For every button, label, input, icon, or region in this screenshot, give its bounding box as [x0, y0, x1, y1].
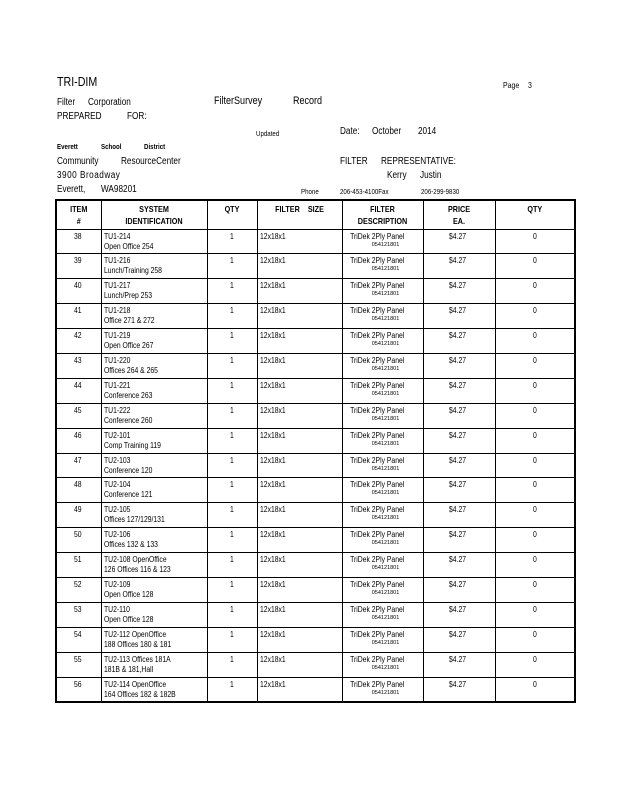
filter-size-cell: 12x18x1: [257, 329, 342, 354]
table-row: [56, 453, 575, 478]
col-header-qty-2: QTY: [501, 200, 569, 229]
col-header-filter-size: FILTER SIZE: [263, 200, 335, 229]
qty-2-cell: 0: [495, 553, 575, 578]
system-location: 126 Offices 116 & 123: [103, 565, 171, 575]
price-cell: $4.27: [423, 403, 495, 428]
system-identification: [101, 329, 207, 354]
item-number: 54: [56, 627, 101, 652]
system-id: TU2-112 OpenOffice: [103, 629, 166, 639]
system-location: Conference 120: [103, 465, 152, 475]
item-number: 49: [56, 503, 101, 528]
system-identification: [101, 254, 207, 279]
system-location: Offices 264 & 265: [103, 365, 158, 375]
system-identification: [101, 553, 207, 578]
qty-cell: 1: [207, 503, 257, 528]
part-number: 054121801: [371, 291, 400, 298]
qty-cell: 1: [207, 652, 257, 677]
filter-description-cell: [342, 279, 423, 304]
qty-cell: 1: [207, 403, 257, 428]
filter-description-cell: [342, 329, 423, 354]
item-number: 43: [56, 353, 101, 378]
filter-size-cell: 12x18x1: [257, 677, 342, 702]
filter-size-cell: 12x18x1: [257, 553, 342, 578]
system-location: Offices 127/129/131: [103, 515, 165, 525]
price-cell: $4.27: [423, 229, 495, 254]
filter-size-cell: 12x18x1: [257, 627, 342, 652]
item-number: 55: [56, 652, 101, 677]
qty-2-cell: 0: [495, 577, 575, 602]
prepared-label: PREPARED: [57, 111, 102, 122]
filter-size-cell: 12x18x1: [257, 503, 342, 528]
filter-description-cell: [342, 677, 423, 702]
filter-description: TriDek 2Ply Panel: [349, 231, 404, 241]
item-number: 56: [56, 677, 101, 702]
filter-description: TriDek 2Ply Panel: [349, 555, 404, 565]
item-number: 50: [56, 528, 101, 553]
filter-description: TriDek 2Ply Panel: [349, 629, 404, 639]
qty-cell: 1: [207, 478, 257, 503]
item-number: 39: [56, 254, 101, 279]
system-identification: [101, 478, 207, 503]
item-number: 42: [56, 329, 101, 354]
qty-2-cell: 0: [495, 403, 575, 428]
filter-description-cell: [342, 229, 423, 254]
qty-2-cell: 0: [495, 254, 575, 279]
filter-description-cell: [342, 353, 423, 378]
system-identification: [101, 378, 207, 403]
system-location: Open Office 254: [103, 241, 153, 251]
price-cell: $4.27: [423, 528, 495, 553]
table-row: [56, 403, 575, 428]
table-row: [56, 652, 575, 677]
part-number: 054121801: [371, 241, 400, 248]
system-location: 181B & 181,Hall: [103, 664, 153, 674]
system-id: TU2-110: [103, 604, 130, 614]
qty-2-cell: 0: [495, 304, 575, 329]
part-number: 054121801: [371, 589, 400, 596]
page-number: 3: [528, 80, 532, 90]
col-header-system: SYSTEM IDENTIFICATION: [109, 200, 199, 229]
filter-description-cell: [342, 577, 423, 602]
qty-cell: 1: [207, 627, 257, 652]
qty-cell: 1: [207, 304, 257, 329]
system-location: 164 Offices 182 & 182B: [103, 689, 176, 699]
price-cell: $4.27: [423, 627, 495, 652]
prepared-for-label: FOR:: [127, 111, 147, 122]
system-location: Conference 263: [103, 390, 152, 400]
filter-size-cell: 12x18x1: [257, 378, 342, 403]
part-number: 054121801: [371, 490, 400, 497]
system-identification: [101, 677, 207, 702]
system-location: Lunch/Prep 253: [103, 291, 152, 301]
date-year: 2014: [418, 126, 437, 137]
part-number: 054121801: [371, 266, 400, 273]
col-header-item: ITEM #: [59, 200, 97, 229]
system-location: Conference 260: [103, 415, 152, 425]
system-identification: [101, 403, 207, 428]
filter-description-cell: [342, 428, 423, 453]
system-id: TU2-105: [103, 505, 130, 515]
qty-2-cell: 0: [495, 279, 575, 304]
system-identification: [101, 453, 207, 478]
table-row: [56, 254, 575, 279]
price-cell: $4.27: [423, 254, 495, 279]
page-label: Page: [503, 80, 520, 90]
price-cell: $4.27: [423, 279, 495, 304]
qty-cell: 1: [207, 353, 257, 378]
price-cell: $4.27: [423, 353, 495, 378]
system-identification: [101, 229, 207, 254]
part-number: 054121801: [371, 664, 400, 671]
system-id: TU2-104: [103, 480, 130, 490]
date-month: October: [372, 126, 402, 137]
phone-number: 206-453-4100Fax: [340, 187, 389, 196]
filter-description: TriDek 2Ply Panel: [349, 654, 404, 664]
system-id: TU2-108 OpenOffice: [103, 555, 167, 565]
qty-cell: 1: [207, 329, 257, 354]
qty-cell: 1: [207, 577, 257, 602]
system-location: Open Office 128: [103, 589, 153, 599]
system-location: Lunch/Training 258: [103, 266, 162, 276]
filter-description-cell: [342, 453, 423, 478]
filter-description-cell: [342, 403, 423, 428]
item-number: 48: [56, 478, 101, 503]
system-id: TU1-214: [103, 231, 130, 241]
client-name-3: District: [144, 142, 166, 151]
item-number: 45: [56, 403, 101, 428]
system-id: TU1-222: [103, 405, 130, 415]
phone-label: Phone: [301, 187, 319, 196]
zip: WA98201: [101, 184, 137, 195]
part-number: 054121801: [371, 639, 400, 646]
part-number: 054121801: [371, 515, 400, 522]
item-number: 47: [56, 453, 101, 478]
client-name-1: Everett: [57, 142, 78, 151]
part-number: 054121801: [371, 614, 400, 621]
filter-size-cell: 12x18x1: [257, 652, 342, 677]
filter-description-cell: [342, 378, 423, 403]
filter-description: TriDek 2Ply Panel: [349, 281, 404, 291]
filter-description: TriDek 2Ply Panel: [349, 430, 404, 440]
filter-size-cell: 12x18x1: [257, 602, 342, 627]
filter-description-cell: [342, 553, 423, 578]
system-id: TU2-114 OpenOffice: [103, 679, 166, 689]
filter-description: TriDek 2Ply Panel: [349, 679, 404, 689]
qty-2-cell: 0: [495, 677, 575, 702]
filter-size-cell: 12x18x1: [257, 453, 342, 478]
client-name-2: School: [101, 142, 122, 151]
qty-cell: 1: [207, 428, 257, 453]
qty-2-cell: 0: [495, 503, 575, 528]
header-filter-word: Filter: [57, 97, 76, 108]
qty-cell: 1: [207, 602, 257, 627]
table-row: [56, 577, 575, 602]
system-id: TU1-216: [103, 256, 130, 266]
part-number: 054121801: [371, 440, 400, 447]
filter-description: TriDek 2Ply Panel: [349, 380, 404, 390]
col-header-price: PRICE EA.: [428, 200, 489, 229]
qty-cell: 1: [207, 378, 257, 403]
table-row: [56, 528, 575, 553]
price-cell: $4.27: [423, 453, 495, 478]
part-number: 054121801: [371, 316, 400, 323]
col-header-qty: QTY: [211, 200, 254, 229]
part-number: 054121801: [371, 540, 400, 547]
updated-label: Updated: [256, 129, 280, 138]
filter-description-cell: [342, 254, 423, 279]
filter-size-cell: 12x18x1: [257, 428, 342, 453]
filter-description-cell: [342, 478, 423, 503]
filter-size-cell: 12x18x1: [257, 478, 342, 503]
filter-survey-table: [55, 199, 576, 703]
survey-record: Record: [293, 95, 323, 107]
system-id: TU1-220: [103, 355, 130, 365]
part-number: 054121801: [371, 365, 400, 372]
system-id: TU2-109: [103, 579, 130, 589]
part-number: 054121801: [371, 465, 400, 472]
table-row: [56, 428, 575, 453]
system-identification: [101, 652, 207, 677]
part-number: 054121801: [371, 341, 400, 348]
system-id: TU2-113 Offices 181A: [103, 654, 171, 664]
filter-description-cell: [342, 528, 423, 553]
system-id: TU1-218: [103, 306, 130, 316]
filter-size-cell: 12x18x1: [257, 304, 342, 329]
system-id: TU2-106: [103, 530, 130, 540]
filter-size-cell: 12x18x1: [257, 528, 342, 553]
filter-description: TriDek 2Ply Panel: [349, 505, 404, 515]
price-cell: $4.27: [423, 577, 495, 602]
filter-description: TriDek 2Ply Panel: [349, 306, 404, 316]
qty-2-cell: 0: [495, 353, 575, 378]
filter-description: TriDek 2Ply Panel: [349, 256, 404, 266]
date-label: Date:: [340, 126, 360, 137]
site-name-2: ResourceCenter: [121, 156, 181, 167]
filter-description-cell: [342, 602, 423, 627]
qty-2-cell: 0: [495, 478, 575, 503]
filter-description: TriDek 2Ply Panel: [349, 331, 404, 341]
filter-description: TriDek 2Ply Panel: [349, 480, 404, 490]
system-identification: [101, 602, 207, 627]
system-location: Office 271 & 272: [103, 316, 155, 326]
table-row: [56, 304, 575, 329]
table-row: [56, 503, 575, 528]
filter-description: TriDek 2Ply Panel: [349, 355, 404, 365]
system-location: 188 Offices 180 & 181: [103, 639, 171, 649]
fax-number: 206-299-9830: [421, 187, 460, 196]
system-location: Comp Training 119: [103, 440, 161, 450]
item-number: 41: [56, 304, 101, 329]
filter-size-cell: 12x18x1: [257, 403, 342, 428]
price-cell: $4.27: [423, 478, 495, 503]
table-row: [56, 378, 575, 403]
part-number: 054121801: [371, 565, 400, 572]
qty-2-cell: 0: [495, 428, 575, 453]
filter-description: TriDek 2Ply Panel: [349, 604, 404, 614]
filter-description-cell: [342, 627, 423, 652]
filter-description-cell: [342, 304, 423, 329]
city: Everett,: [57, 184, 86, 195]
header-corporation-word: Corporation: [88, 97, 131, 108]
part-number: 054121801: [371, 390, 400, 397]
qty-2-cell: 0: [495, 378, 575, 403]
filter-description: TriDek 2Ply Panel: [349, 579, 404, 589]
qty-cell: 1: [207, 279, 257, 304]
filter-size-cell: 12x18x1: [257, 229, 342, 254]
price-cell: $4.27: [423, 677, 495, 702]
rep-last-name: Justin: [420, 170, 442, 181]
qty-cell: 1: [207, 453, 257, 478]
price-cell: $4.27: [423, 304, 495, 329]
filter-description-cell: [342, 652, 423, 677]
price-cell: $4.27: [423, 329, 495, 354]
filter-size-cell: 12x18x1: [257, 577, 342, 602]
system-identification: [101, 528, 207, 553]
system-location: Open Office 128: [103, 614, 153, 624]
survey-title: FilterSurvey: [214, 95, 263, 107]
qty-2-cell: 0: [495, 329, 575, 354]
filter-size-cell: 12x18x1: [257, 279, 342, 304]
qty-cell: 1: [207, 553, 257, 578]
filter-size-cell: 12x18x1: [257, 254, 342, 279]
filter-description: TriDek 2Ply Panel: [349, 455, 404, 465]
table-row: [56, 279, 575, 304]
system-id: TU1-219: [103, 331, 130, 341]
item-number: 44: [56, 378, 101, 403]
qty-2-cell: 0: [495, 229, 575, 254]
rep-first-name: Kerry: [387, 170, 407, 181]
filter-size-cell: 12x18x1: [257, 353, 342, 378]
qty-cell: 1: [207, 229, 257, 254]
system-identification: [101, 428, 207, 453]
col-header-filter-description: FILTER DESCRIPTION: [348, 200, 417, 229]
price-cell: $4.27: [423, 503, 495, 528]
filter-description-cell: [342, 503, 423, 528]
company-name: TRI-DIM: [57, 74, 98, 89]
qty-2-cell: 0: [495, 453, 575, 478]
table-row: [56, 627, 575, 652]
qty-cell: 1: [207, 528, 257, 553]
qty-2-cell: 0: [495, 652, 575, 677]
filter-description: TriDek 2Ply Panel: [349, 405, 404, 415]
part-number: 054121801: [371, 689, 400, 696]
system-identification: [101, 627, 207, 652]
system-id: TU1-221: [103, 380, 130, 390]
price-cell: $4.27: [423, 602, 495, 627]
qty-2-cell: 0: [495, 602, 575, 627]
system-identification: [101, 353, 207, 378]
qty-2-cell: 0: [495, 627, 575, 652]
table-row: [56, 677, 575, 702]
system-id: TU2-103: [103, 455, 130, 465]
rep-label-2: REPRESENTATIVE:: [381, 156, 456, 167]
site-name-1: Community: [57, 156, 99, 167]
address: 3900 Broadway: [57, 170, 121, 181]
price-cell: $4.27: [423, 652, 495, 677]
system-identification: [101, 503, 207, 528]
item-number: 40: [56, 279, 101, 304]
system-id: TU2-101: [103, 430, 130, 440]
rep-label-1: FILTER: [340, 156, 368, 167]
price-cell: $4.27: [423, 428, 495, 453]
item-number: 51: [56, 553, 101, 578]
qty-cell: 1: [207, 254, 257, 279]
item-number: 38: [56, 229, 101, 254]
system-id: TU1-217: [103, 281, 130, 291]
price-cell: $4.27: [423, 553, 495, 578]
table-row: [56, 602, 575, 627]
system-location: Offices 132 & 133: [103, 540, 158, 550]
system-location: Conference 121: [103, 490, 152, 500]
system-identification: [101, 279, 207, 304]
table-row: [56, 553, 575, 578]
table-row: [56, 229, 575, 254]
table-header-row: [56, 200, 575, 229]
table-row: [56, 329, 575, 354]
filter-description: TriDek 2Ply Panel: [349, 530, 404, 540]
item-number: 46: [56, 428, 101, 453]
table-row: [56, 478, 575, 503]
part-number: 054121801: [371, 415, 400, 422]
price-cell: $4.27: [423, 378, 495, 403]
system-identification: [101, 304, 207, 329]
item-number: 52: [56, 577, 101, 602]
qty-2-cell: 0: [495, 528, 575, 553]
table-row: [56, 353, 575, 378]
system-identification: [101, 577, 207, 602]
system-location: Open Office 267: [103, 341, 153, 351]
qty-cell: 1: [207, 677, 257, 702]
item-number: 53: [56, 602, 101, 627]
